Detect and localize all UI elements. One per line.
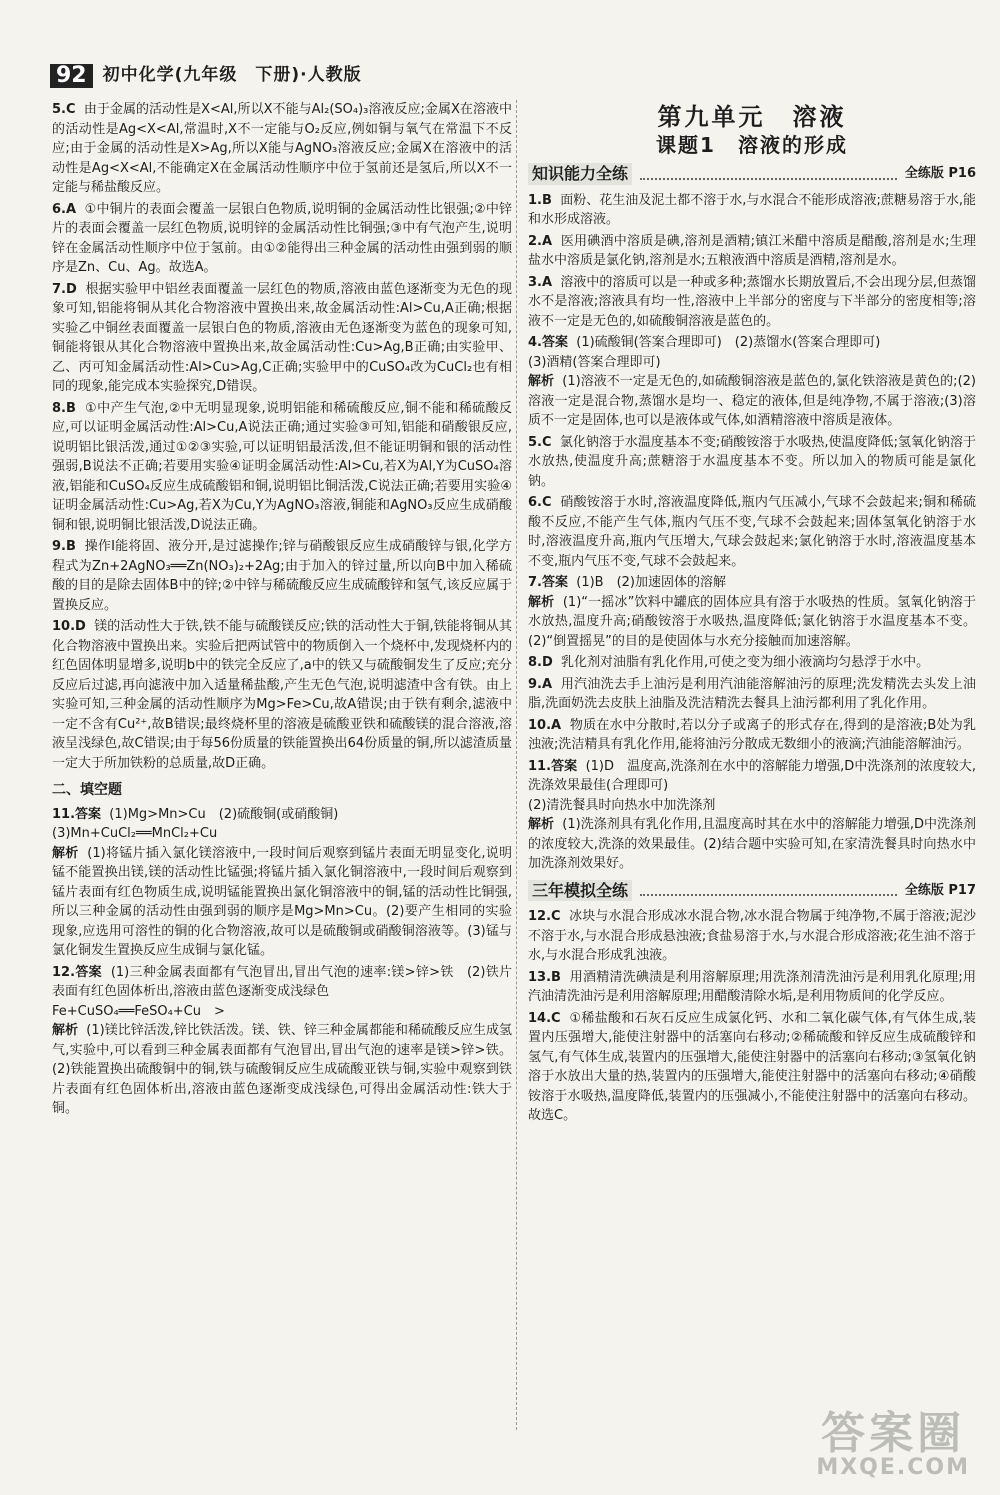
answer-item: 13.B 用酒精清洗碘渍是利用溶解原理;用洗涤剂清洗油污是利用乳化原理;用汽油清洗油污是利用溶解原理;用醋酸清除水垢,是利用物质间的化学反应。 — [528, 969, 977, 1004]
answer-item: 9.A 用汽油洗去手上油污是利用汽油能溶解油污的原理;洗发精洗去头发上油脂,洗面奶洗去皮肤上油脂及洗洁精洗去餐具上油污都利用了乳化作用。 — [528, 676, 977, 711]
answer-11: 11.答案 (1)Mg>Mn>Cu (2)硫酸铜(或硝酸铜) (3)Mn+CuCl₂══MnCl₂+Cu 解析 (1)将锰片插入氯化镁溶液中,一段时间后观察到锰片表面无明显变化,说明锰不能置换出镁,镁的活动性比锰强;将锰片插入氯化铜溶液中,一段时间后观察到锰片表面有红色物质生成,说明锰能置换出氯化铜溶液中的铜,锰的活动性比铜强,所以三种金属的活动性由强到弱的顺序是Mg>Mn>Cu。(2)要产生相同的实验现象,应选用可溶性的铜的化合物溶液,故可以是硫酸铜或硝酸铜溶液等。(3)锰与氯化铜发生置换反应生成铜与氯化锰。 — [52, 806, 513, 958]
answer-item: 6.C 硝酸铵溶于水时,溶液温度降低,瓶内气压减小,气球不会鼓起来;铜和稀硫酸不反应,不能产生气体,瓶内气压不变,气球不会鼓起来;固体氢氧化钠溶于水时,溶液温度升高,瓶内气压增大,气球会鼓起来;氯化钠溶于水时,溶液温度基本不变,瓶内气压不变,气球不会鼓起来。 — [528, 495, 977, 569]
answer-item: 12.C 冰块与水混合形成冰水混合物,冰水混合物属于纯净物,不属于溶液;泥沙不溶于水,与水混合形成悬浊液;食盐易溶于水,与水混合形成溶液;花生油不溶于水,与水混合形成乳浊液。 — [528, 909, 976, 963]
book-title: 初中化学(九年级 下册)·人教版 — [102, 65, 362, 86]
band-ref: 全练版 P16 — [904, 166, 976, 181]
watermark-url: MXQE.COM — [816, 1454, 970, 1480]
answer-item: 14.C ①稀盐酸和石灰石反应生成氯化钙、水和二氧化碳气体,有气体生成,装置内压强增大,能使注射器中的活塞向右移动;②稀硫酸和锌反应生成硫酸锌和氢气,有气体生成,装置内的压强增大,能使注射器中的活塞向右移动;③氢氧化钠溶于水放出大量的热,装置内的压强增大,能使注射器中的活塞向右移动;④硝酸铵溶于水吸热,温度降低,装置内的压强减小,不能使注射器中的活塞向右移动。故选C。 — [528, 1010, 977, 1123]
answer-7: 7.答案 (1)B (2)加速固体的溶解 解析 (1)“一摇冰”饮料中罐底的固体应具有溶于水吸热的性质。氢氧化钠溶于水放热,温度升高;硝酸铵溶于水吸热,温度降低;氯化钠溶于水温度基本不变。(2)“倒置摇晃”的目的是使固体与水充分接触而加速溶解。 — [528, 575, 977, 649]
band-rule — [640, 884, 897, 896]
unit-title: 第九单元 溶液 — [657, 103, 847, 131]
section-band-knowledge — [528, 163, 976, 185]
answer-item: 3.A 溶液中的溶质可以是一种或多种;蒸馏水长期放置后,不会出现分层,但蒸馏水不是溶液;溶液具有均一性,溶液中上半部分的密度与下半部分的密度相等;溶液不一定是无色的,如硫酸铜溶液是蓝色的。 — [528, 274, 977, 329]
answer-item: 7.D 根据实验甲中铝丝表面覆盖一层红色的物质,溶液由蓝色逐渐变为无色的现象可知,铝能将铜从其化合物溶液中置换出来,故金属活动性:Al>Cu,A正确;根据实验乙中铜丝表面覆盖一层银白色的物质,溶液由无色逐渐变为蓝色的现象可知,铜能将银从其化合物溶液中置换出来,故金属活动性:Cu>Ag,B正确;由实验甲、乙、丙可知金属活动性:Al>Cu>Ag,C正确;实验甲中的CuSO₄改为CuCl₂也有相同的现象,能完成本实验探究,D错误。 — [52, 281, 512, 394]
answer-item: 6.A ①中铜片的表面会覆盖一层银白色物质,说明铜的金属活动性比银强;②中锌片的表面会覆盖一层红色物质,说明锌的金属活动性比铜强;③中有气泡产生,说明锌在金属活动性顺序中位于氢前。由①②能得出三种金属的活动性由强到弱的顺序是Zn、Cu、Ag。故选A。 — [52, 201, 513, 275]
answer-12: 12.答案 (1)三种金属表面都有气泡冒出,冒出气泡的速率:镁>锌>铁 (2)铁片表面有红色固体析出,溶液由蓝色逐渐变成浅绿色 Fe+CuSO₄══FeSO₄+Cu > 解析 (1)镁比锌活泼,锌比铁活泼。镁、铁、锌三种金属都能和稀硫酸反应生成氢气,实验中,可以看到三种金属表面都有气泡冒出,冒出气泡的速率是镁>锌>铁。(2)铁能置换出硫酸铜中的铜,铁与硫酸铜反应生成硫酸亚铁与铜,实验中观察到铁片表面有红色固体析出,溶液由蓝色逐渐变成浅绿色,可得出金属活动性:铁大于铜。 — [52, 964, 512, 1116]
section-heading: 二、填空题 — [52, 782, 122, 798]
answer-item: 2.A 医用碘酒中溶质是碘,溶剂是酒精;镇江米醋中溶质是醋酸,溶剂是水;生理盐水中溶质是氯化钠,溶剂是水;五粮液酒中溶质是酒精,溶剂是水。 — [528, 233, 976, 268]
answer-item: 8.D 乳化剂对油脂有乳化作用,可使之变为细小液滴均匀悬浮于水中。 — [528, 655, 930, 670]
answer-item: 5.C 氯化钠溶于水温度基本不变;硝酸铵溶于水吸热,使温度降低;氢氧化钠溶于水放热,使温度升高;蔗糖溶于水温度基本不变。所以加入的物质可能是氯化钠。 — [528, 434, 977, 489]
band-ref: 全练版 P17 — [904, 882, 976, 898]
lesson-title: 课题1 溶液的形成 — [656, 132, 848, 157]
answer-item: 10.D 镁的活动性大于铁,铁不能与硫酸镁反应;铁的活动性大于铜,铁能将铜从其化合物溶液中置换出来。实验后把两试管中的物质倒入一个烧杯中,发现烧杯内的红色固体明显增多,说明b中的铁完全反应了,a中的铁又与硫酸铜发生了反应;充分反应后过滤,再向滤液中加入适量稀盐酸,产生无色气泡,说明滤渣中含有铁。由上实验可知,三种金属的活动性顺序为Mg>Fe>Cu,故A错误;由于铁有剩余,滤液中一定不含有Cu²⁺,故B错误;最终烧杯里的溶液是硫酸亚铁和硫酸镁的混合溶液,溶液呈浅绿色,故C错误;由于每56份质量的铁能置换出64份质量的铜,所以滤渣质量一定大于所加铁粉的总质量,故D正确。 — [52, 619, 513, 771]
answer-4: 4.答案 (1)硫酸铜(答案合理即可) (2)蒸馏水(答案合理即可) (3)酒精(答案合理即可) 解析 (1)溶液不一定是无色的,如硫酸铜溶液是蓝色的,氯化铁溶液是黄色的;(2)溶液一定是混合物,蒸馏水是均一、稳定的液体,但是纯净物,不属于溶液;(3)溶质不一定是固体,也可以是液体或气体,如酒精溶液中溶质是液体。 — [528, 335, 976, 428]
band-name: 三年模拟全练 — [528, 880, 632, 902]
answer-11-right: 11.答案 (1)D 温度高,洗涤剂在水中的溶解能力增强,D中洗涤剂的浓度较大,洗涤效果最佳(合理即可) (2)清洗餐具时向热水中加洗涤剂 解析 (1)洗涤剂具有乳化作用,且温度高时其在水中的溶解能力增强,D中洗涤剂的浓度较大,洗涤的效果最佳。(2)结合题中实验可知,在家清洗餐具时向热水中加洗涤剂效果好。 — [528, 758, 976, 871]
watermark-logo: 答案圈 — [821, 1407, 966, 1459]
right-column — [528, 103, 977, 1128]
answer-item: 9.B 操作Ⅰ能将固、液分开,是过滤操作;锌与硝酸银反应生成硝酸锌与银,化学方程式为Zn+2AgNO₃══Zn(NO₃)₂+2Ag;由于加入的锌过量,所以向B中加入稀硫酸的目的是除去固体B中的锌;②中锌与稀硫酸反应生成硫酸锌和氢气,该反应属于置换反应。 — [52, 539, 512, 613]
answer-item: 10.A 物质在水中分散时,若以分子或离子的形式存在,得到的是溶液;B处为乳浊液;洗洁精具有乳化作用,能将油污分散成无数细小的液滴;汽油能溶解油污。 — [528, 717, 976, 752]
band-rule — [640, 168, 897, 180]
page-header — [50, 58, 362, 94]
page-number: 92 — [50, 64, 93, 88]
section-band-mock — [528, 880, 976, 902]
column-divider — [516, 100, 518, 1430]
band-name: 知识能力全练 — [528, 163, 632, 185]
site-watermark — [816, 1407, 970, 1480]
answer-item: 5.C 由于金属的活动性是X<Al,所以X不能与Al₂(SO₄)₃溶液反应;金属X在溶液中的活动性是Ag<X<Al,常温时,X不一定能与O₂反应,例如铜与氧气在常温下不反应;由于金属的活动性是X>Ag,所以X能与AgNO₃溶液反应;金属X在溶液中的活动性是Ag<X<Al,不能确定X在金属活动性顺序中位于氢前还是氢后,所以X不一定能与稀盐酸反应。 — [52, 102, 512, 195]
answer-item: 1.B 面粉、花生油及泥土都不溶于水,与水混合不能形成溶液;蔗糖易溶于水,能和水形成溶液。 — [528, 192, 976, 227]
left-column — [52, 100, 512, 1121]
answer-item: 8.B ①中产生气泡,②中无明显现象,说明铝能和稀硫酸反应,铜不能和稀硫酸反应,可以证明金属活动性:Al>Cu,A说法正确;通过实验③可知,铝能和硝酸银反应,说明铝比银活泼,通过①②③实验,可以证明铝最活泼,但不能证明铜和银的活动性强弱,B说法不正确;若要用实验④证明金属活动性:Al>Cu,若X为Al,Y为CuSO₄溶液,铝能和CuSO₄反应生成硫酸铝和铜,说明铝比铜活泼,C说法正确;若要用实验④证明金属活动性:Cu>Ag,若X为Cu,Y为AgNO₃溶液,铜能和AgNO₃反应生成硝酸铜和银,说明铜比银活泼,D说法正确。 — [52, 400, 512, 533]
